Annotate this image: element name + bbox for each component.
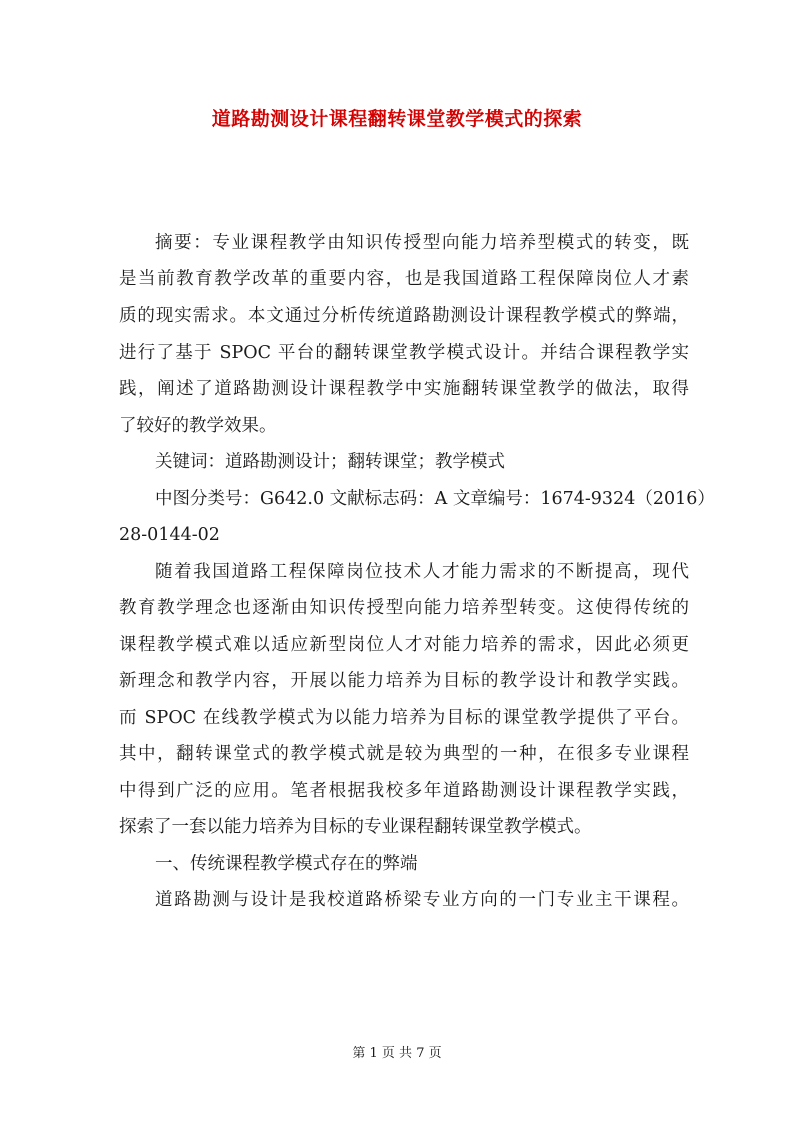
abstract-line: 进行了基于 SPOC 平台的翻转课堂教学模式设计。并结合课程教学实 — [119, 343, 689, 363]
classification-line: 28-0144-02 — [119, 525, 220, 545]
document-title: 道路勘测设计课程翻转课堂教学模式的探索 — [211, 108, 583, 130]
abstract-line: 摘要：专业课程教学由知识传授型向能力培养型模式的转变，既 — [155, 233, 689, 253]
section-heading: 一、传统课程教学模式存在的弊端 — [155, 854, 418, 874]
page-footer: 第 1 页 共 7 页 — [352, 1046, 442, 1061]
body-line: 课程教学模式难以适应新型岗位人才对能力培养的需求，因此必须更 — [119, 635, 689, 655]
body-line: 教育教学理念也逐渐由知识传授型向能力培养型转变。这使得传统的 — [119, 598, 689, 618]
body-line: 新理念和教学内容，开展以能力培养为目标的教学设计和教学实践。 — [119, 671, 689, 691]
abstract-line: 是当前教育教学改革的重要内容，也是我国道路工程保障岗位人才素 — [119, 269, 689, 289]
body-line: 道路勘测与设计是我校道路桥梁专业方向的一门专业主干课程。 — [155, 890, 689, 910]
body-line: 其中，翻转课堂式的教学模式就是较为典型的一种，在很多专业课程 — [119, 744, 689, 764]
body-line: 随着我国道路工程保障岗位技术人才能力需求的不断提高，现代 — [155, 562, 689, 582]
classification-line: 中图分类号：G642.0 文献标志码：A 文章编号：1674-9324（2016） — [155, 489, 715, 509]
body-line: 探索了一套以能力培养为目标的专业课程翻转课堂教学模式。 — [119, 817, 592, 837]
body-line: 中得到广泛的应用。笔者根据我校多年道路勘测设计课程教学实践， — [119, 781, 689, 801]
abstract-line: 了较好的教学效果。 — [119, 416, 277, 436]
body-line: 而 SPOC 在线教学模式为以能力培养为目标的课堂教学提供了平台。 — [119, 708, 689, 728]
abstract-line: 质的现实需求。本文通过分析传统道路勘测设计课程教学模式的弊端， — [119, 306, 689, 326]
keywords-line: 关键词：道路勘测设计；翻转课堂；教学模式 — [155, 452, 505, 472]
abstract-line: 践，阐述了道路勘测设计课程教学中实施翻转课堂教学的做法，取得 — [119, 379, 689, 399]
